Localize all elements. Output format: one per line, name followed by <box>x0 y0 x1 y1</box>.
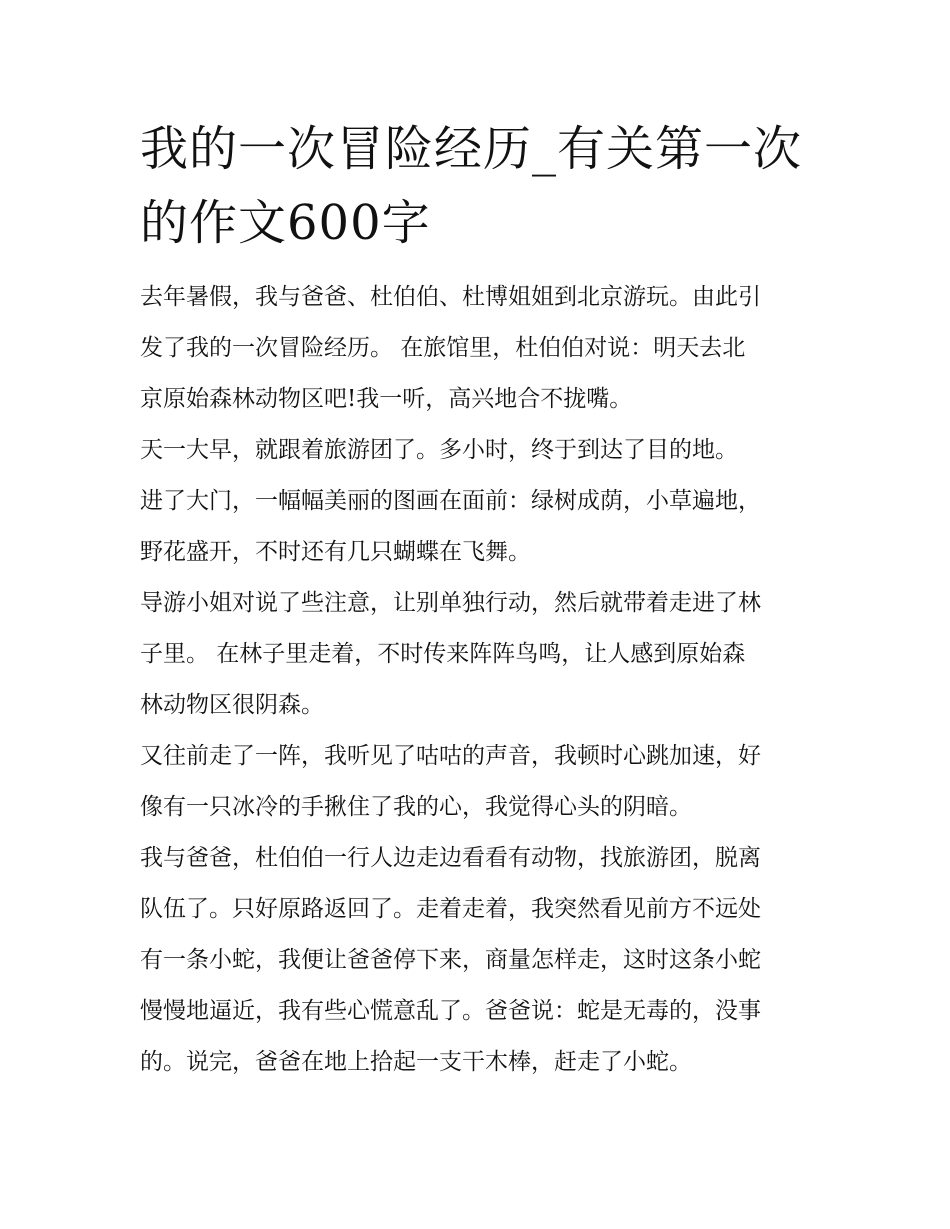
document-title <box>140 112 820 260</box>
paragraph-5 <box>140 731 820 833</box>
paragraph-line: 进了大门，一幅幅美丽的图画在面前：绿树成荫，小草遍地， <box>140 488 761 514</box>
paragraph-line: 慢慢地逼近，我有些心慌意乱了。爸爸说：蛇是无毒的，没事 <box>140 998 761 1024</box>
paragraph-line: 我与爸爸，杜伯伯一行人边走边看看有动物，找旅游团，脱离 <box>140 845 761 871</box>
paragraph-line: 京原始森林动物区吧!我一听，高兴地合不拢嘴。 <box>140 386 633 412</box>
paragraph-4 <box>140 578 820 731</box>
title-line: 的作文600字 <box>140 195 431 251</box>
paragraph-line: 又往前走了一阵，我听见了咕咕的声音，我顿时心跳加速，好 <box>140 743 761 769</box>
paragraph-line: 队伍了。只好原路返回了。走着走着，我突然看见前方不远处 <box>140 896 761 922</box>
paragraph-line: 像有一只冰冷的手揪住了我的心，我觉得心头的阴暗。 <box>140 794 692 820</box>
paragraph-1 <box>140 272 820 425</box>
paragraph-3 <box>140 476 820 578</box>
paragraph-line: 林动物区很阴森。 <box>140 692 324 718</box>
paragraph-line: 天一大早，就跟着旅游团了。多小时，终于到达了目的地。 <box>140 437 738 463</box>
document-page <box>140 112 820 1088</box>
paragraph-line: 野花盛开，不时还有几只蝴蝶在飞舞。 <box>140 539 531 565</box>
paragraph-6 <box>140 833 820 1088</box>
paragraph-line: 的。说完，爸爸在地上拾起一支干木棒，赶走了小蛇。 <box>140 1049 692 1075</box>
title-line: 我的一次冒险经历_有关第一次 <box>140 121 803 177</box>
paragraph-line: 去年暑假，我与爸爸、杜伯伯、杜博姐姐到北京游玩。由此引 <box>140 284 761 310</box>
paragraph-line: 子里。 在林子里走着，不时传来阵阵鸟鸣，让人感到原始森 <box>140 641 746 667</box>
paragraph-line: 有一条小蛇，我便让爸爸停下来，商量怎样走，这时这条小蛇 <box>140 947 761 973</box>
paragraph-line: 发了我的一次冒险经历。 在旅馆里，杜伯伯对说：明天去北 <box>140 335 746 361</box>
document-body <box>140 272 820 1088</box>
paragraph-2 <box>140 425 820 476</box>
paragraph-line: 导游小姐对说了些注意，让别单独行动，然后就带着走进了林 <box>140 590 761 616</box>
